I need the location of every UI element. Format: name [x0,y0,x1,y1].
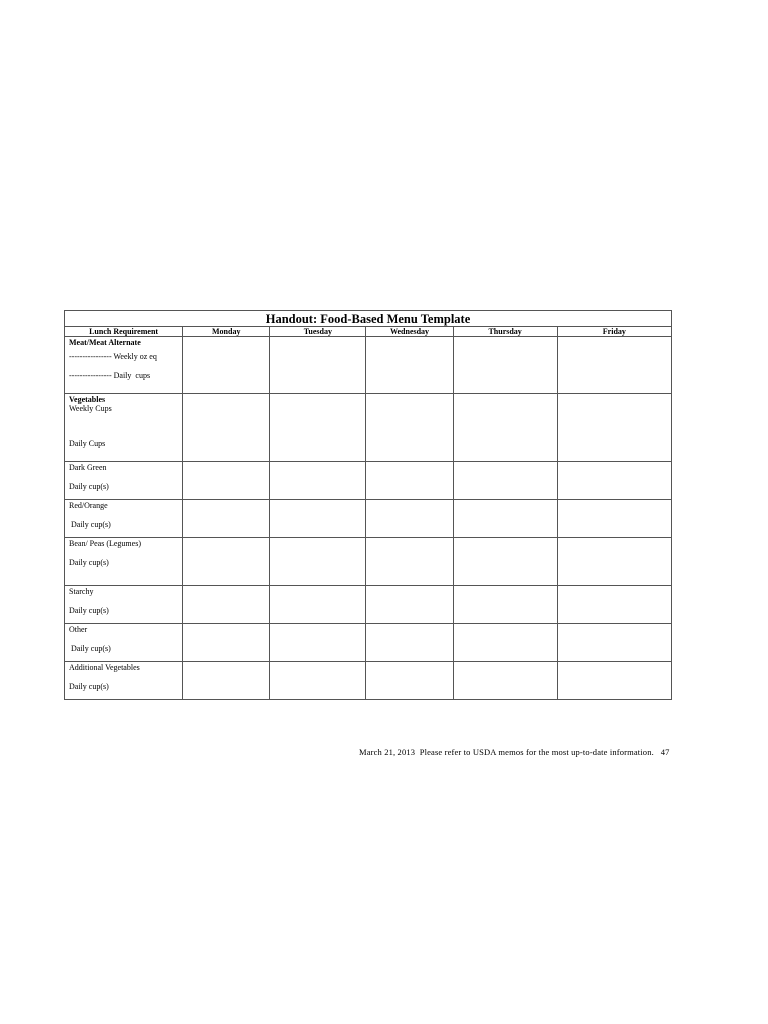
meal-cell[interactable] [183,662,270,700]
meal-cell[interactable] [453,662,557,700]
requirement-label: Vegetables [69,395,106,404]
column-header-wednesday: Wednesday [366,327,453,337]
requirement-label: Meat/Meat Alternate [69,338,141,347]
meal-cell[interactable] [270,500,366,538]
column-header-friday: Friday [557,327,671,337]
requirement-line: Weekly Cups [69,404,112,413]
requirement-label: Red/Orange [69,501,108,510]
meal-cell[interactable] [270,624,366,662]
table-title: Handout: Food-Based Menu Template [65,311,672,327]
requirement-line: Daily cup(s) [69,482,109,491]
meal-cell[interactable] [453,394,557,462]
requirement-cell-bean-peas [65,538,183,586]
meal-cell[interactable] [557,337,671,394]
table-row-additional-vegetables [65,662,672,700]
meal-cell[interactable] [366,337,453,394]
meal-cell[interactable] [557,462,671,500]
meal-cell[interactable] [183,394,270,462]
requirement-line: Daily Cups [69,439,106,448]
meal-cell[interactable] [183,586,270,624]
meal-cell[interactable] [183,337,270,394]
table-row-bean-peas [65,538,672,586]
meal-cell[interactable] [453,586,557,624]
requirement-line: Daily cup(s) [69,558,109,567]
meal-cell[interactable] [183,462,270,500]
requirement-line: ---------------- Weekly oz eq [69,352,157,361]
requirement-line: Daily cup(s) [69,606,109,615]
requirement-line: ---------------- Daily cups [69,371,151,380]
meal-cell[interactable] [270,394,366,462]
meal-cell[interactable] [366,586,453,624]
requirement-cell-red-orange [65,500,183,538]
table-row-dark-green [65,462,672,500]
meal-cell[interactable] [453,462,557,500]
meal-cell[interactable] [557,500,671,538]
table-row-starchy [65,586,672,624]
requirement-label: Additional Vegetables [69,663,140,672]
table-row-meat [65,337,672,394]
column-header-tuesday: Tuesday [270,327,366,337]
meal-cell[interactable] [453,500,557,538]
column-header-monday: Monday [183,327,270,337]
meal-cell[interactable] [366,500,453,538]
meal-cell[interactable] [557,662,671,700]
requirement-cell-starchy [65,586,183,624]
table-row-other [65,624,672,662]
meal-cell[interactable] [557,394,671,462]
meal-cell[interactable] [270,662,366,700]
meal-cell[interactable] [557,586,671,624]
meal-cell[interactable] [270,586,366,624]
meal-cell[interactable] [557,538,671,586]
meal-cell[interactable] [183,624,270,662]
menu-template-table [64,310,672,700]
requirement-cell-dark-green [65,462,183,500]
meal-cell[interactable] [183,500,270,538]
meal-cell[interactable] [453,337,557,394]
requirement-cell-vegetables [65,394,183,462]
requirement-line: Daily cup(s) [69,682,109,691]
meal-cell[interactable] [453,538,557,586]
requirement-label: Starchy [69,587,94,596]
header-row [65,327,672,337]
requirement-line: Daily cup(s) [69,520,111,529]
meal-cell[interactable] [270,462,366,500]
table-row-vegetables [65,394,672,462]
requirement-cell-additional-vegetables [65,662,183,700]
meal-cell[interactable] [366,662,453,700]
meal-cell[interactable] [557,624,671,662]
meal-cell[interactable] [366,394,453,462]
page-footer: March 21, 2013 Please refer to USDA memos for the most up-to-date information. 47 [359,747,670,757]
requirement-line: Daily cup(s) [69,644,111,653]
meal-cell[interactable] [366,462,453,500]
meal-cell[interactable] [270,337,366,394]
column-header-thursday: Thursday [453,327,557,337]
requirement-cell-meat [65,337,183,394]
requirement-label: Other [69,625,88,634]
meal-cell[interactable] [270,538,366,586]
requirement-label: Bean/ Peas (Legumes) [69,539,141,548]
meal-cell[interactable] [453,624,557,662]
meal-cell[interactable] [366,538,453,586]
column-header-lunch-requirement: Lunch Requirement [65,327,183,337]
meal-cell[interactable] [183,538,270,586]
table-row-red-orange [65,500,672,538]
meal-cell[interactable] [366,624,453,662]
requirement-label: Dark Green [69,463,107,472]
requirement-cell-other [65,624,183,662]
